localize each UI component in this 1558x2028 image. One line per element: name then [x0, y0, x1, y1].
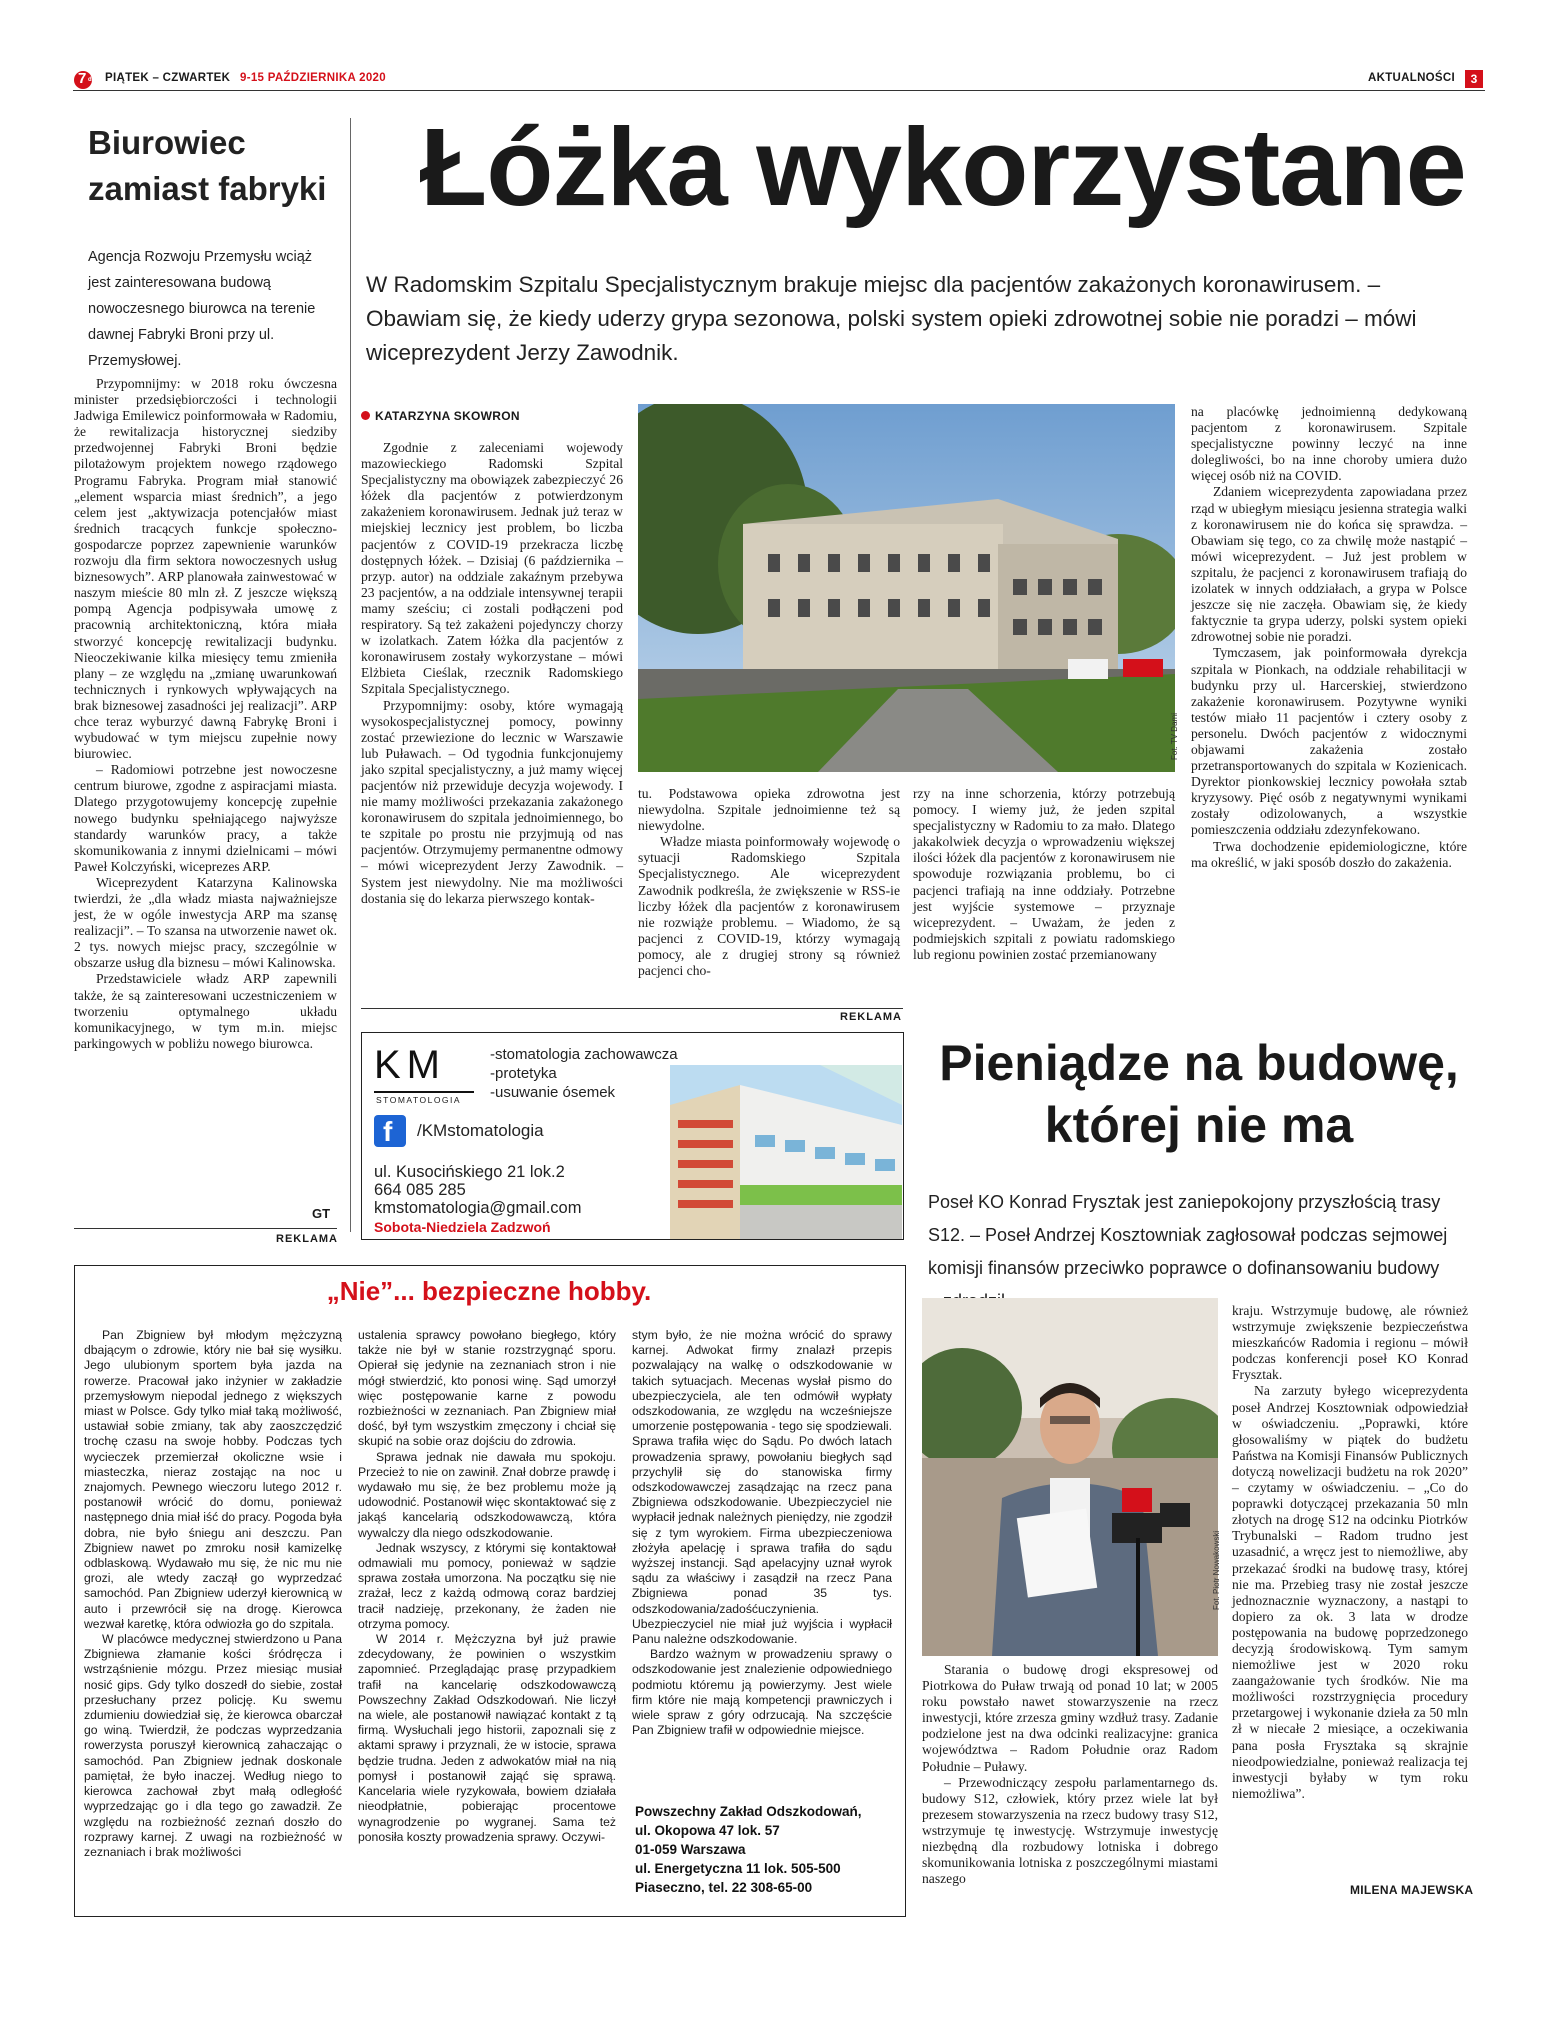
paragraph: Sprawa jednak nie dawała mu spokoju. Przecież to nie on zawinił. Znał dobrze prawdę i wydawało mu się, że bez problemu może ją udowodnić. Postanowił więc skontaktować się z jakąś kancelarią odszkodowawczą, która wywalczy dla niego odszkodowanie.: [358, 1449, 616, 1540]
main-article-col2: [638, 786, 900, 979]
paragraph: Wiceprezydent Katarzyna Kalinowska twierdzi, że „dla władz miasta najważniejsze jest, że w ogóle inwestycja ARP ma szansę realizacji”. – To szansa na utworzenie nawet ok. 2 tys. nowych miejsc pracy, szczególnie w obszarze usług dla biznesu – mówi Kalinowska.: [74, 874, 337, 971]
contact-line: Powszechny Zakład Odszkodowań,: [635, 1804, 862, 1819]
hobby-ad-title: „Nie”... bezpieczne hobby.: [326, 1276, 652, 1306]
column-divider: [350, 118, 351, 1232]
s12-article-right-col: [1232, 1303, 1468, 1802]
km-logo-sub: STOMATOLOGIA: [376, 1095, 462, 1105]
header-date-range: 9-15 PAŹDZIERNIKA 2020: [240, 72, 386, 84]
paragraph: W placówce medycznej stwierdzono u Pana Zbigniewa złamanie kości śródręcza i wstrząśnienie mózgu. Przez miesiąc musiał nosić gips. Gdy tylko doszedł do siebie, został przesłuchany przez policję. Ku swemu zdumieniu dowiedział się, że kierowca obarczał go winą. Twierdził, że podczas wyprzedzania rowerzysta poruszył kierownicą zahaczając o samochód. Pan Zbigniew jednak doskonale pamiętał, że było inaczej. Według niego to kierowca zachował zbyt małą odległość wyprzedzając go i dla tego go zawadził. Ze względu na rozbieżność zeznań doszło do rozprawy karnej. Z uwagi na rozbieżność w zeznaniach i brak możliwości: [84, 1632, 342, 1859]
km-phone[interactable]: 664 085 285: [374, 1181, 466, 1199]
author-name: KATARZYNA SKOWRON: [375, 408, 520, 423]
ad-label: REKLAMA: [276, 1233, 338, 1245]
politician-photo: [922, 1298, 1218, 1656]
main-article-lead: W Radomskim Szpitalu Specjalistycznym brakuje miejsc dla pacjentów zakażonych koronawirusem. – Obawiam się, że kiedy uderzy grypa sezonowa, polski system opieki zdrowotnej sobie nie poradzi – mówi wiceprezydent Jerzy Zawodnik.: [366, 272, 1417, 365]
paragraph: Władze miasta poinformowały wojewodę o sytuacji Radomskiego Szpitala Specjalistycznego. Ale wiceprezydent Zawodnik podkreśla, że zwiększenie w RSS-ie liczby łóżek dla pacjentów z koronawirusem nie rozwiąże problemu. – Wiadomo, że są pacjenci z COVID-19, którzy wymagają pomocy, ale z drugiej strony są również pacjenci cho-: [638, 834, 900, 979]
left-article-lead: Agencja Rozwoju Przemysłu wciąż jest zainteresowana budową nowoczesnego biurowca na terenie dawnej Fabryki Broni przy ul. Przemysłowej.: [88, 249, 316, 369]
contact-line: ul. Okopowa 47 lok. 57: [635, 1823, 780, 1838]
service-item: -stomatologia zachowawcza: [490, 1046, 678, 1063]
photo-credit: Fot. TV Dami: [1170, 713, 1179, 760]
photo-credit: Fot. Piotr Nowakowski: [1212, 1530, 1221, 1610]
paragraph: na placówkę jednoimienną dedykowaną pacjentom z koronawirusem. Szpitale specjalistyczne powinny leczyć na inne dolegliwości, bo na inne choroby umiera dużo więcej osób niż na COVID.: [1191, 404, 1467, 484]
header-section: AKTUALNOŚCI: [1368, 72, 1455, 84]
main-article-col4: [1191, 404, 1467, 871]
left-article-signature: GT: [312, 1206, 331, 1221]
divider: [361, 1008, 903, 1009]
paragraph: Przypomnijmy: osoby, które wymagają wysokospecjalistycznej pomocy, powinny zostać przewiezione do lecznic w Warszawie lub Puławach. – Od tygodnia funkcjonujemy jako szpital specjalistyczny, a już mamy więcej pacjentów niż przewiduje decyzja wojewody. I nie mamy możliwości przekazania zakażonego koronawirusem do szpitala jednoimiennego, bo te szpitale po prostu nie przyjmują od nas pacjentów. Otrzymujemy permanentne odmowy – mówi wiceprezydent Jerzy Zawodnik. – System jest niewydolny. Nie ma możliwości dostania się do lekarza pierwszego kontak-: [361, 697, 623, 906]
paragraph: stym było, że nie można wrócić do sprawy karnej. Adwokat firmy znalazł przepis pozwalający na walkę o odszkodowanie w takich sytuacjach. Mecenas wysłał pismo do ubezpieczyciela, ale ten odmówił wypłaty odszkodowania, ze względu na wcześniejsze umorzenie postępowania - tego się spodziewali. Sprawa trafiła więc do Sądu. Po dwóch latach prowadzenia sprawy, powołaniu biegłych sąd przychylił się do stanowiska firmy odszkodowawczej zasądzając na rzecz pana Zbigniewa odszkodowanie. Ubezpieczyciel nie wypłacił jednak należnych pieniędzy, nie zgodził się z tym wyrokiem. Firma ubezpieczeniowa złożyła apelację i sprawa trafiła do sądu wyższej instancji. Sąd apelacyjny uznał wyrok sądu za właściwy i zasądził na rzecz Pana Zbigniewa ponad 35 tys. odszkodowania/zadośćuczynienia. Ubezpieczyciel nie miał już wyjścia i wypłacił Panu należne odszkodowanie.: [632, 1328, 892, 1647]
main-article-col3: [913, 786, 1175, 963]
paragraph: Tymczasem, jak poinformowała dyrekcja szpitala w Pionkach, na oddziale rehabilitacji w budynku przy ul. Harcerskiej, stwierdzono zakażenie koronawirusem. Pozytywne wyniki testów miało 11 pacjentów i cztery osoby z personelu. Dwóch pacjentów z widocznymi objawami zakażenia zostało przetransportowanych do szpitala w Kozienicach. Dyrektor pionkowskiej lecznicy powołała sztab kryzysowy. Pięć osób z negatywnymi wynikami zostały odizolowanych, a wszystkie pomieszczenia oddziału zdezynfekowano.: [1191, 645, 1467, 838]
s12-author: MILENA MAJEWSKA: [1350, 1883, 1474, 1897]
paragraph: Pan Zbigniew był młodym mężczyzną dbającym o zdrowie, który nie bał się wysiłku. Jego ulubionym sportem była jazda na rowerze. Pracował jako inżynier w zakładzie przemysłowym niepodal jednego z większych miast w Polsce. Gdy tylko miał taką możliwość, ustawiał sobie zmiany, tak aby zaoszczędzić trochę czasu na swoje hobby. Podczas tych wycieczek przemierzał okoliczne wsie i miasteczka, nieraz zostając na noc u znajomych. Pewnego wieczoru lutego 2012 r. postanowił wrócić do domu, ponieważ następnego dnia miał iść do pracy. Pogoda była dobra, nie było śniegu ani deszczu. Pan Zbigniew nawet po zmroku nosił kamizelkę odblaskową. Wydawało mu się, że nic mu nie grozi, ale wtedy zaczął go wyprzedzać samochód. Pan Zbigniew uderzył kierownicą w auto i przewrócił się na drogę. Kierowca wezwał karetkę, która odwiozła go do szpitala.: [84, 1328, 342, 1631]
logo-sub: dni: [88, 77, 97, 83]
paragraph: Starania o budowę drogi ekspresowej od Piotrkowa do Puław trwają od ponad 10 lat; w 2005 roku powstało nawet stowarzyszenie na rzecz inwestycji, które zrzesza gminy wzdłuż trasy. Zadanie podzielone jest na dwa odcinki realizacyjne: granica województwa – Radom Południe oraz Radom Południe – Puławy.: [922, 1662, 1218, 1774]
paragraph: rzy na inne schorzenia, którzy potrzebują pomocy. I wiemy już, że jeden szpital specjalistyczny w Radomiu to za mało. Dlatego jakakolwiek decyzja o wprowadzeniu większej ilości łóżek dla pacjentów z koronawirusem nie spowoduje rozwiązania problemu, bo ci pacjenci trafiają na inne oddziały. Potrzebne jest wyjście systemowe – przyznaje wiceprezydent. – Uważam, że jeden z podmiejskich szpitali z powiatu radomskiego lub regionu powinien zostać przemianowany: [913, 786, 1175, 962]
author-byline: [361, 408, 520, 423]
km-email[interactable]: kmstomatologia@gmail.com: [374, 1199, 582, 1217]
hobby-ad-contact: [635, 1802, 862, 1897]
paragraph: Jednak wszyscy, z którymi się kontaktował odmawiali mu pomocy, ponieważ w sądzie sprawa została umorzona. Na początku się nie zrażał, lecz z każdą odmową coraz bardziej tracił nadzieję, przekonany, że żaden nie otrzyma pomocy.: [358, 1540, 616, 1631]
page-number: 3: [1465, 70, 1483, 88]
hospital-photo: [638, 404, 1175, 772]
hobby-ad-col2: [358, 1328, 616, 1845]
s12-article-title: [912, 1032, 1486, 1156]
contact-line: Piaseczno, tel. 22 308-65-00: [635, 1880, 813, 1895]
paragraph: tu. Podstawowa opieka zdrowotna jest niewydolna. Szpitale jednoimienne też są niewydolne.: [638, 786, 900, 834]
paragraph: W 2014 r. Mężczyzna był już prawie zdecydowany, że powinien o wszystkim zapomnieć. Przeglądając prasę przypadkiem trafił na kancelarię odszkodowawczą Powszechny Zakład Odszkodowań. Nie liczył na wiele, ale postanowił nawiązać kontakt z tą firmą. Wysłuchali jego historii, zapoznali się z aktami sprawy i przyznali, że w istocie, sprawa będzie trudna. Jeden z adwokatów miał na nią pomysł i postanowił zająć się sprawą. Kancelaria wiele ryzykowała, bowiem działała nieodpłatnie, pobierając procentowe wynagrodzenie po wygranej. Sama też ponosiła koszty prowadzenia sprawy. Oczywi-: [358, 1632, 616, 1844]
header-date-prefix: PIĄTEK – CZWARTEK: [105, 72, 231, 84]
km-weekend: Sobota-Niedziela Zadzwoń: [374, 1219, 551, 1235]
ad-label: REKLAMA: [840, 1011, 902, 1023]
s12-article-lead: Poseł KO Konrad Frysztak jest zaniepokojony przyszłością trasy S12. – Poseł Andrzej Kosztowniak zagłosował podczas sejmowej komisji finansów przeciwko poprawce o dofinansowaniu budowy: [928, 1192, 1448, 1278]
logo-text: 7: [78, 70, 87, 87]
km-stomatologia-ad[interactable]: [361, 1032, 904, 1240]
hobby-ad-col3: [632, 1328, 892, 1738]
km-logo-rule: [374, 1091, 474, 1093]
paragraph: kraju. Wstrzymuje budowę, ale również wstrzymuje zwiększenie bezpieczeństwa mieszkańców Radomia i regionu – mówił podczas konferencji poseł KO Konrad Frysztak.: [1232, 1303, 1468, 1383]
paragraph: Zdaniem wiceprezydenta zapowiadana przez rząd w ubiegłym miesiącu jesienna strategia walki z koronawirusem nie do końca się sprawdza. – Obawiam się tego, co za chwilę może nastąpić – mówi wiceprezydent. – Już jest problem w szpitalu, że pacjenci z koronawirusem trafiają do izolatek w innych oddziałach, a grypa w Polsce jeszcze się nie zaczęła. Obawiam się, że kiedy faktycznie ta grypa uderzy, polski system opieki zdrowotnej sobie nie poradzi.: [1191, 484, 1467, 645]
clinic-photo: [670, 1065, 902, 1239]
paragraph: Na zarzuty byłego wiceprezydenta poseł Andrzej Kosztowniak odpowiedział w oświadczeniu. „Poprawki, które głosowaliśmy w piątek do budżetu Państwa na Komisji Finansów Publicznych dotyczą nowelizacji budżetu na rok 2020” – czytamy w oświadczeniu. – „Co do poprawki dotyczącej przekazania 50 mln złotych na drogę S12 na odcinku Piotrków Trybunalski – Radom trudno jest uzasadnić, a wręcz jest to niemożliwe, aby przekazać środki na budowę trasy, której nie ma. Przebieg trasy nie został jeszcze jednoznacznie wyznaczony, a nastąpi to dopiero za ok. 3 lata w drodze postępowania na budowę poprzedzonego decyzją środowiskową. Tym samym niemożliwe jest w 2020 roku zaangażowanie tych środków. Nie ma możliwości rozstrzygnięcia procedury przetargowej i wykonanie dzieła za 50 mln zł w niecałe 2 miesiące, a oczekiwania pana posła Frysztaka są skrajnie nieodpowiedzialne, ponieważ realizacja tej inwestycji byłaby w tym roku niemożliwa”.: [1232, 1383, 1468, 1801]
paragraph: ustalenia sprawcy powołano biegłego, który także nie był w stanie rozstrzygnąć sporu. Opierał się jedynie na zeznaniach stron i nie mógł stwierdzić, kto ponosi winę. Sąd umorzył więc postępowanie karne z powodu rozbieżności w zeznaniach. Pan Zbigniew miał dość, był tym wszystkim zmęczony i chciał się skupić na sobie oraz dojściu do zdrowia.: [358, 1328, 616, 1449]
logo: [73, 70, 95, 90]
paragraph: Zgodnie z zaleceniami wojewody mazowieckiego Radomski Szpital Specjalistyczny ma obowiązek zabezpieczyć 26 łóżek dla pacjentów z potwierdzonym zakażeniem koronawirusem. Jednak już teraz w miejskiej lecznicy jest problem, bo liczba pacjentów z COVID-19 przekracza liczbę dostępnych łóżek. – Dzisiaj (6 października – przyp. autor) na oddziale zakaźnym przebywa 23 pacjentów, a na oddziale intensywnej terapii mamy sześciu; ci zostali podłączeni pod respiratory. Są też zakażeni pojedynczy chorzy w izolatkach. Zatem łóżka dla pacjentów z koronawirusem zostały wykorzystane – mówi Elżbieta Cieślak, rzecznik Radomskiego Szpitala Specjalistycznego.: [361, 440, 623, 697]
km-logo: KM: [374, 1043, 446, 1087]
left-article-title: Biurowiec zamiast fabryki: [88, 124, 327, 207]
main-article-title: Łóżka wykorzystane: [420, 106, 1466, 229]
title-line: której nie ma: [1044, 1097, 1354, 1153]
bullet-icon: [361, 411, 370, 420]
facebook-icon: f: [374, 1115, 406, 1147]
paragraph: Trwa dochodzenie epidemiologiczne, które ma określić, w jaki sposób doszło do zakażenia.: [1191, 838, 1467, 870]
paragraph: Bardzo ważnym w prowadzeniu sprawy o odszkodowanie jest znalezienie odpowiedniego podmiotu któremu ją powierzymy. Jest wiele firm które nie mają kompetencji prawniczych i wiele spraw z góry odrzucają. Na szczęście Pan Zbigniew trafił w odpowiednie miejsce.: [632, 1647, 892, 1738]
title-line: Pieniądze na budowę,: [939, 1035, 1459, 1091]
divider: [74, 1228, 337, 1229]
contact-line: ul. Energetyczna 11 lok. 505-500: [635, 1861, 841, 1876]
s12-article-left-col: [922, 1662, 1218, 1887]
main-article-col1: [361, 440, 623, 907]
km-services: [490, 1045, 678, 1102]
service-item: -protetyka: [490, 1065, 557, 1082]
service-item: -usuwanie ósemek: [490, 1084, 616, 1101]
paragraph: Przypomnijmy: w 2018 roku ówczesna minister przedsiębiorczości i technologii Jadwiga Emilewicz poinformowała w Radomiu, że rewitalizacja historycznej siedziby przedwojennej Fabryki Broni będzie pilotażowym projektem nowego rządowego Programu Fabryka. Program miał stanowić „element wsparcia miast średnich”, a jego celem jest „aktywizacja potencjałów miast średnich tracących funkcje społeczno-gospodarcze poprzez zapewnienie warunków rozwoju dla firm sektora nowoczesnych usług biznesowych”. ARP planowała zainwestować w naszym mieście 80 mln zł. Z jeszcze większą pompą Agencja podpisywała umowę z pracownią architektoniczną, która miała stworzyć koncepcję rewitalizacji budynku. Nieoczekiwanie kilka miesięcy temu zmieniła plany – ze względu na „zmianę uwarunkowań technicznych i rynkowych wpływających na brak biznesowej zasadności jej realizacji”. ARP chce teraz wyburzyć dawną Fabrykę Broni i wybudować w tym miejscu zupełnie nowy biurowiec.: [74, 376, 337, 762]
paragraph: – Radomiowi potrzebne jest nowoczesne centrum biurowe, zgodne z aspiracjami miasta. Dlatego przygotowujemy koncepcję zupełnie nowego budynku spełniającego najwyższe standardy warunków pracy, a także skomunikowania z innymi dzielnicami – mówi Paweł Kolczyński, wiceprezes ARP.: [74, 762, 337, 874]
contact-line: 01-059 Warszawa: [635, 1842, 746, 1857]
paragraph: – Przewodniczący zespołu parlamentarnego ds. budowy S12, człowiek, który przez wiele lat był prezesem stowarzyszenia na rzecz budowy trasy S12, wstrzymuje tę inwestycję. Wstrzymuje inwestycję niezbędną dla rozbudowy lotniska i dobrego skomunikowania lotniska z poszczególnymi miastami naszego: [922, 1774, 1218, 1887]
hobby-ad-col1: [84, 1328, 342, 1860]
facebook-handle[interactable]: /KMstomatologia: [417, 1121, 544, 1140]
km-address: ul. Kusocińskiego 21 lok.2: [374, 1163, 565, 1181]
left-article-body: [74, 376, 337, 1052]
paragraph: Przedstawiciele władz ARP zapewnili także, że są zainteresowani uczestniczeniem w tworzeniu optymalnego układu komunikacyjnego, w tym m.in. miejsc parkingowych w pobliżu nowego biurowca.: [74, 971, 337, 1051]
page-header: [73, 72, 1485, 91]
